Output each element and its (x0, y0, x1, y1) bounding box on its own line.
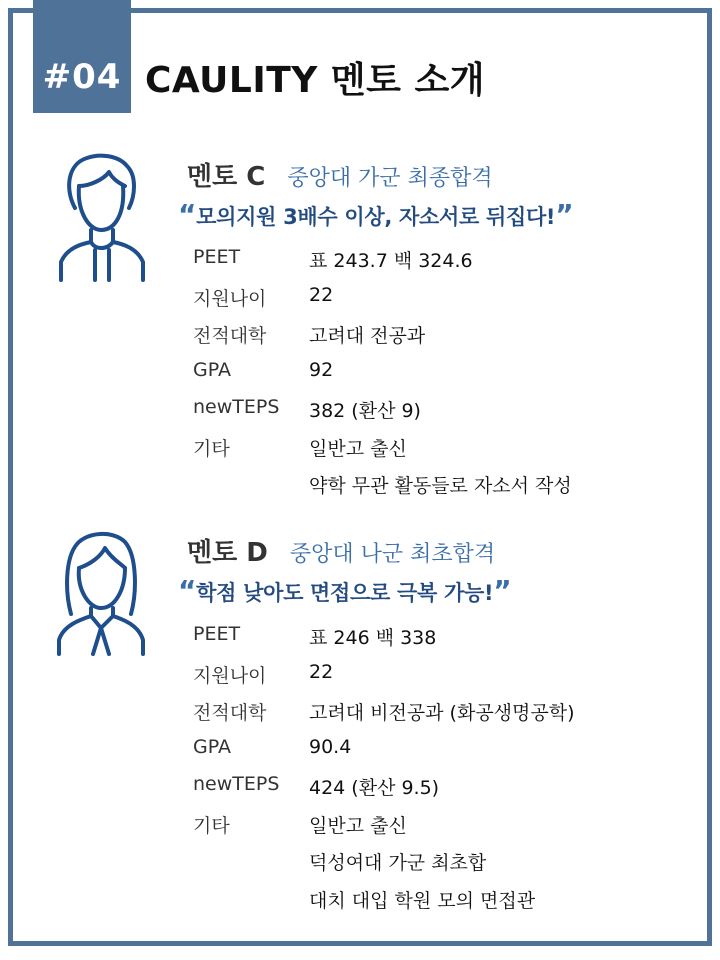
info-label: newTEPS (193, 396, 280, 418)
info-label: GPA (193, 736, 231, 758)
page-title: CAULITY 멘토 소개 (145, 60, 486, 101)
info-label: 전적대학 (193, 325, 267, 347)
info-value: 고려대 전공과 (309, 325, 426, 347)
info-label: 지원나이 (193, 288, 267, 310)
close-quote-mark: ” (493, 574, 512, 607)
info-value: 덕성여대 가군 최초합 (309, 852, 487, 874)
mentor-header (187, 156, 493, 193)
info-value: 22 (309, 661, 334, 683)
info-label: 전적대학 (193, 702, 267, 724)
mentor-quote-text: 모의지원 3배수 이상, 자소서로 뒤집다! (196, 205, 556, 229)
female-avatar-icon (55, 528, 147, 656)
mentor-result: 중앙대 나군 최초합격 (289, 542, 496, 567)
info-value: 약학 무관 활동들로 자소서 작성 (309, 475, 572, 497)
mentor-quote (178, 574, 511, 607)
info-value: 92 (309, 359, 334, 381)
info-label: PEET (193, 246, 241, 268)
info-value: 고려대 비전공과 (화공생명공학) (309, 702, 575, 724)
mentor-name: 멘토 C (187, 162, 266, 192)
mentor-name: 멘토 D (187, 538, 268, 568)
male-avatar-icon (55, 150, 147, 282)
info-value: 표 243.7 백 324.6 (309, 250, 473, 272)
info-value: 382 (환산 9) (309, 400, 421, 422)
mentor-header (187, 532, 495, 569)
info-label: PEET (193, 623, 241, 645)
mentor-quote (178, 198, 573, 231)
info-label: 지원나이 (193, 665, 267, 687)
section-badge: #04 (33, 0, 131, 113)
info-value: 일반고 출신 (309, 438, 407, 460)
info-value: 대치 대입 학원 모의 면접관 (309, 890, 536, 912)
open-quote-mark: “ (178, 574, 197, 607)
info-label: 기타 (193, 815, 230, 837)
info-value: 22 (309, 284, 334, 306)
info-label: newTEPS (193, 773, 280, 795)
mentor-quote-text: 학점 낮아도 면접으로 극복 가능! (196, 581, 494, 605)
info-value: 표 246 백 338 (309, 627, 437, 649)
close-quote-mark: ” (555, 198, 574, 231)
info-label: 기타 (193, 438, 230, 460)
open-quote-mark: “ (178, 198, 197, 231)
info-value: 424 (환산 9.5) (309, 777, 440, 799)
info-value: 90.4 (309, 736, 352, 758)
info-value: 일반고 출신 (309, 815, 407, 837)
mentor-result: 중앙대 가군 최종합격 (287, 166, 493, 191)
info-label: GPA (193, 359, 231, 381)
